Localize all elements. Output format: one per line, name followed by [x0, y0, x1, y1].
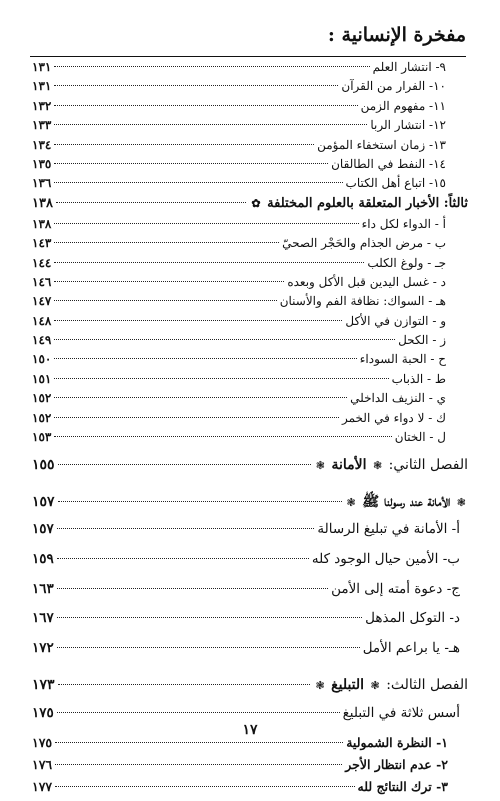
toc-entry-title: أ- الأمانة في تبليغ الرسالة [317, 521, 460, 538]
ornament-icon: ❃ [346, 496, 356, 510]
toc-entry-page: ١٧٥ [32, 734, 53, 750]
toc-entry-title: و - التوازن في الأكل [345, 313, 446, 328]
toc-entry-page: ١٧٥ [32, 705, 54, 722]
toc-entry [32, 60, 468, 79]
toc-entry [32, 640, 468, 670]
dot-leader [54, 223, 358, 224]
toc-entry [32, 757, 468, 779]
ornament-icon: ✿ [251, 196, 261, 210]
toc-entry-page: ١٣٥ [32, 156, 52, 171]
toc-entry [32, 430, 468, 449]
section-title-text: ثالثاً: الأخبار المتعلقة بالعلوم المختلفة [267, 195, 468, 211]
toc-entry [32, 275, 468, 294]
toc-entry-page: ١٤٤ [32, 255, 52, 270]
toc-entry-page: ١٥٢ [32, 391, 52, 406]
toc-entry-title: ج- دعوة أمته إلى الأمن [331, 580, 460, 597]
toc-chapter-heading [32, 669, 468, 705]
chapter-name: الأمانة [331, 457, 367, 474]
toc-entry [32, 372, 468, 391]
toc-entry-page: ١٤٦ [32, 274, 52, 289]
ornament-icon: ❃ [456, 496, 466, 510]
toc-entry [32, 138, 468, 157]
toc-chapter-heading [32, 449, 468, 485]
toc-entry-page: ١٥٢ [32, 410, 52, 425]
toc-entry [32, 735, 468, 757]
toc-entry [32, 779, 468, 801]
dot-leader [56, 202, 246, 203]
running-header [30, 16, 466, 57]
dot-leader [55, 764, 342, 765]
toc-entry-title: ٩- انتشار العلم [372, 60, 446, 74]
toc-chapter-title [313, 677, 468, 693]
toc-entry-page: ١٥٣ [32, 430, 52, 445]
toc-entry-page: ١٣٨ [32, 216, 52, 231]
dot-leader [54, 397, 347, 398]
dot-leader [54, 66, 369, 67]
toc-entry-page: ١٥٩ [32, 551, 54, 568]
toc-entry [32, 551, 468, 581]
toc-entry-title: ح - الحبة السوداء [359, 352, 446, 367]
dot-leader [54, 281, 284, 282]
toc-entry-page: ١٥٥ [32, 457, 55, 474]
ornament-icon: ❃ [370, 679, 380, 693]
dot-leader [54, 358, 356, 359]
toc-entry [32, 157, 468, 176]
ornament-icon: ❃ [372, 459, 383, 473]
toc-entry-title: ب - مرض الجذام والحَجْر الصحيّ [282, 236, 446, 251]
dot-leader [55, 786, 354, 787]
toc-entry-page: ١٣١ [32, 60, 52, 74]
toc-entry-page: ١٣٦ [32, 176, 52, 191]
toc-entry-page: ١٧٦ [32, 756, 53, 772]
ornament-icon: ❃ [315, 459, 326, 473]
dot-leader [54, 378, 388, 379]
dot-leader [57, 647, 360, 648]
toc-entry [32, 521, 468, 551]
chapter-name: التبليغ [331, 677, 365, 694]
toc-entry-title: ٢- عدم انتظار الأجر [345, 756, 448, 772]
dot-leader [58, 501, 342, 502]
dot-leader [54, 320, 342, 321]
toc-entry-title: أ - الدواء لكل داء [361, 216, 446, 231]
toc-entry-title: جـ - ولوغ الكلب [367, 255, 446, 270]
toc-entry-title: ١١- مفهوم الزمن [360, 98, 446, 113]
toc-entry-title: ١٤- النفط في الطالقان [331, 156, 446, 171]
dot-leader [54, 163, 328, 164]
toc-entry [32, 99, 468, 118]
toc-entry-title: هـ- يا براعم الأمل [362, 639, 460, 656]
toc-entry-page: ١٧٣ [32, 677, 55, 694]
toc-entry-page: ١٤٣ [32, 236, 52, 251]
toc-section-title [345, 493, 468, 513]
toc-entry [32, 581, 468, 611]
toc-entry [32, 352, 468, 371]
dot-leader [54, 85, 338, 86]
dot-leader [58, 684, 311, 685]
toc-entry [32, 217, 468, 236]
toc-entry-title: أسس ثلاثة في التبليغ [342, 705, 460, 722]
toc-entry [32, 176, 468, 195]
dot-leader [54, 417, 339, 418]
toc-entry-page: ١٦٧ [32, 610, 54, 627]
toc-entry-title: ١٣- زمان استخفاء المؤمن [317, 137, 446, 152]
toc-entry [32, 294, 468, 313]
dot-leader [54, 339, 395, 340]
toc-entry-page: ١٣٨ [32, 195, 53, 211]
toc-entry-page: ١٣٢ [32, 98, 52, 113]
dot-leader [57, 528, 315, 529]
toc-entry [32, 236, 468, 255]
dot-leader [54, 144, 314, 145]
toc-entry [32, 256, 468, 275]
toc-entry-page: ١٤٩ [32, 333, 52, 348]
toc-entry-title: ي - النزيف الداخلي [350, 391, 446, 406]
toc-chapter-title [314, 457, 468, 473]
toc-section-title [249, 196, 468, 211]
toc-entry-page: ١٣٤ [32, 137, 52, 152]
dot-leader [54, 262, 364, 263]
toc-section-heading [32, 196, 468, 217]
dot-leader [57, 712, 340, 713]
dot-leader [57, 617, 362, 618]
toc-entry-title: ١- النظرة الشمولية [346, 734, 448, 750]
dot-leader [54, 105, 357, 106]
dot-leader [54, 242, 279, 243]
toc-entry-page: ١٧٧ [32, 778, 53, 794]
toc-entry-title: ٣- ترك النتائج لله [357, 778, 448, 794]
toc-entry-title: هـ - السواك: نظافة الفم والأسنان [279, 294, 446, 309]
dot-leader [57, 558, 309, 559]
page-number: ١٧ [242, 722, 258, 738]
header-title: مفخرة الإنسانية : [327, 24, 466, 46]
toc-entry-page: ١٥٧ [32, 494, 55, 511]
toc-entry [32, 118, 468, 137]
toc-entry-title: ١٢- انتشار الربا [370, 118, 446, 133]
toc-entry-title: د- التوكل المذهل [365, 610, 460, 627]
dot-leader [58, 464, 311, 465]
table-of-contents [32, 60, 468, 801]
chapter-prefix: الفصل الثالث: [386, 677, 468, 694]
toc-entry-page: ١٣١ [32, 79, 52, 94]
toc-entry [32, 411, 468, 430]
toc-entry-page: ١٥١ [32, 371, 52, 386]
ornament-icon: ❃ [315, 679, 325, 693]
toc-entry [32, 314, 468, 333]
section-title-text: الأمانة عند رسولنا ﷺ [362, 494, 451, 511]
toc-entry-title: ل - الختان [394, 430, 446, 445]
toc-entry-page: ١٧٢ [32, 639, 54, 656]
toc-entry-page: ١٦٣ [32, 580, 54, 597]
toc-entry-page: ١٣٣ [32, 118, 52, 133]
toc-entry-title: ز - الكحل [398, 333, 446, 348]
toc-entry-title: ١٠- الفرار من القرآن [341, 79, 446, 94]
dot-leader [54, 124, 367, 125]
toc-entry-page: ١٤٧ [32, 294, 52, 309]
toc-entry-title: ط - الذباب [391, 371, 446, 386]
toc-entry [32, 79, 468, 98]
toc-entry-page: ١٥٧ [32, 521, 54, 538]
toc-entry-title: ١٥- اتباع أهل الكتاب [345, 176, 446, 191]
toc-entry-title: د - غسل اليدين قبل الأكل وبعده [287, 274, 446, 289]
toc-entry-title: ك - لا دواء في الخمر [341, 410, 446, 425]
dot-leader [57, 588, 328, 589]
dot-leader [54, 436, 391, 437]
chapter-prefix: الفصل الثاني: [388, 457, 468, 474]
toc-entry [32, 333, 468, 352]
toc-entry-title: ب- الأمين حيال الوجود كله [311, 551, 460, 568]
dot-leader [54, 300, 276, 301]
dot-leader [55, 742, 343, 743]
toc-entry [32, 391, 468, 410]
toc-section-heading [32, 485, 468, 521]
toc-entry-page: ١٤٨ [32, 313, 52, 328]
toc-entry [32, 610, 468, 640]
dot-leader [54, 182, 342, 183]
toc-entry-page: ١٥٠ [32, 352, 52, 367]
